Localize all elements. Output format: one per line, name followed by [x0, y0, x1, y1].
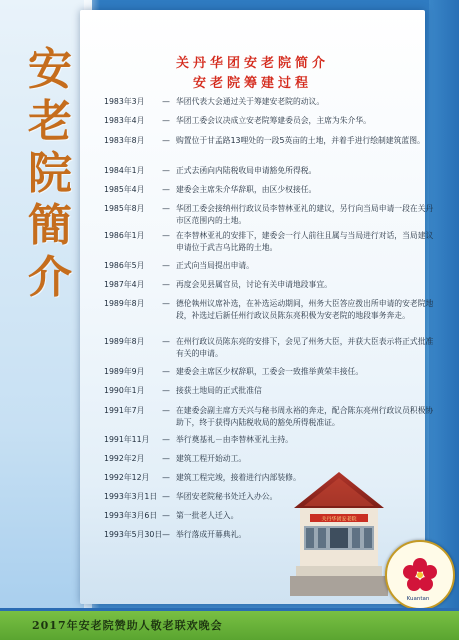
side-title-char: 院 — [28, 148, 72, 199]
timeline-date: 1985年8月 — [104, 204, 145, 213]
timeline-text: 举行奠基礼－由李替林亚礼主持。 — [176, 435, 293, 444]
footer-bar — [0, 608, 459, 640]
timeline-dash: — — [162, 299, 170, 308]
logo-ring-text — [385, 540, 451, 606]
timeline-date: 1984年1月 — [104, 166, 145, 175]
timeline-dash: — — [162, 280, 170, 289]
timeline-text: 在建委会副主席方天兴与秘书周永裕的奔走，配合陈东亮州行政议员积极协助下，终于获得内陆税收局的豁免所得税准证。 — [176, 406, 434, 427]
timeline-text: 在李替林亚礼的安排下，建委会一行人前往且属与当局进行对话，当局建议申请位于武吉乌比路的土地。 — [176, 231, 434, 252]
timeline-text: 建筑工程完竣，接着进行内部装修。 — [176, 473, 301, 482]
timeline-date: 1993年3月1日 — [104, 492, 158, 501]
timeline-date: 1987年4月 — [104, 280, 145, 289]
organization-logo — [385, 540, 455, 610]
timeline-dash: — — [162, 406, 170, 415]
timeline-dash: — — [162, 231, 170, 240]
timeline-dash: — — [162, 185, 170, 194]
timeline-text: 德伦執州议席补选，在补选运动期间，州务大臣答应拨出所申请的安老院地段，补选过后新任州行政议员陈东亮积极为安老院的地段事务奔走。 — [176, 299, 434, 320]
side-title-char: 安 — [28, 44, 72, 95]
timeline-text: 举行落成开幕典礼。 — [176, 530, 247, 539]
timeline-date: 1983年3月 — [104, 97, 145, 106]
timeline-text: 华团代表大会通过关于筹建安老院的动议。 — [176, 97, 325, 106]
side-title — [24, 44, 76, 304]
timeline-text: 建委会主席朱介华辞职，由区少权接任。 — [176, 185, 317, 194]
timeline-date: 1989年9月 — [104, 367, 145, 376]
timeline-date: 1985年4月 — [104, 185, 145, 194]
timeline-dash: — — [162, 367, 170, 376]
heading-line-2: 安老院筹建过程 — [192, 76, 312, 91]
timeline-dash: — — [162, 530, 170, 539]
timeline-text: 建委会主席区少权辞职，工委会一致推举黄荣丰接任。 — [176, 367, 364, 376]
timeline-date: 1992年2月 — [104, 454, 145, 463]
timeline-dash: — — [162, 337, 170, 346]
timeline-date: 1983年8月 — [104, 136, 145, 145]
timeline-dash: — — [162, 435, 170, 444]
side-title-char: 簡 — [28, 200, 72, 251]
timeline-dash: — — [162, 473, 170, 482]
heading-line-1: 关丹华团安老院简介 — [175, 56, 329, 71]
timeline-text: 华团工委会接纳州行政议员李替林亚礼的建议，另行向当局申请一段在关丹市区范围内的土地。 — [176, 204, 434, 225]
timeline-text: 在州行政议员陈东亮的安排下，会见了州务大臣，并获大臣表示将正式批准有关的申请。 — [176, 337, 434, 358]
timeline-date: 1989年8月 — [104, 337, 145, 346]
footer-caption: 2017年安老院赞助人敬老联欢晚会 — [32, 619, 223, 632]
timeline-date: 1986年5月 — [104, 261, 145, 270]
building-sign-text: 关丹华团安老院 — [321, 516, 357, 523]
side-title-char: 介 — [28, 252, 72, 303]
building-steps — [296, 566, 382, 576]
timeline-dash: — — [162, 97, 170, 106]
timeline-text: 第一批老人迁入。 — [176, 511, 239, 520]
building-illustration — [290, 468, 388, 596]
timeline-dash: — — [162, 511, 170, 520]
side-title-char: 老 — [28, 96, 72, 147]
timeline-dash: — — [162, 166, 170, 175]
timeline-date: 1986年1月 — [104, 231, 145, 240]
logo-text: Kuantan — [406, 596, 430, 602]
timeline-date: 1991年11月 — [104, 435, 150, 444]
timeline-text: 建筑工程开始动工。 — [176, 454, 247, 463]
timeline-dash: — — [162, 116, 170, 125]
timeline-dash: — — [162, 204, 170, 213]
timeline-dash: — — [162, 454, 170, 463]
timeline-date: 1983年4月 — [104, 116, 145, 125]
timeline-text: 正式去函向内陆税收局申请豁免所得税。 — [176, 166, 317, 175]
timeline-text: 购置位于甘孟路13哩处的一段5英亩的土地，并着手进行绘制建筑蓝图。 — [176, 136, 425, 145]
timeline-text: 华团安老院秘书处迁入办公。 — [176, 492, 278, 501]
footer-divider — [0, 608, 459, 611]
timeline-text: 接获土地局的正式批准信 — [176, 386, 262, 395]
timeline-date: 1990年1月 — [104, 386, 145, 395]
timeline-date: 1993年3月6日 — [104, 511, 158, 520]
timeline-date: 1993年5月30日 — [104, 530, 163, 539]
timeline-date: 1992年12月 — [104, 473, 150, 482]
building-ground — [290, 576, 388, 596]
timeline-dash: — — [162, 136, 170, 145]
timeline-dash: — — [162, 261, 170, 270]
timeline-text: 华团工委会议决成立安老院筹建委员会，主席为朱介华。 — [176, 116, 371, 125]
timeline-date: 1991年7月 — [104, 406, 145, 415]
timeline-dash: — — [162, 386, 170, 395]
timeline-text: 再度会见县属官员，讨论有关申请地段事宜。 — [176, 280, 332, 289]
timeline-date: 1989年8月 — [104, 299, 145, 308]
timeline-dash: — — [162, 492, 170, 501]
timeline-text: 正式向当局提出申请。 — [176, 261, 254, 270]
